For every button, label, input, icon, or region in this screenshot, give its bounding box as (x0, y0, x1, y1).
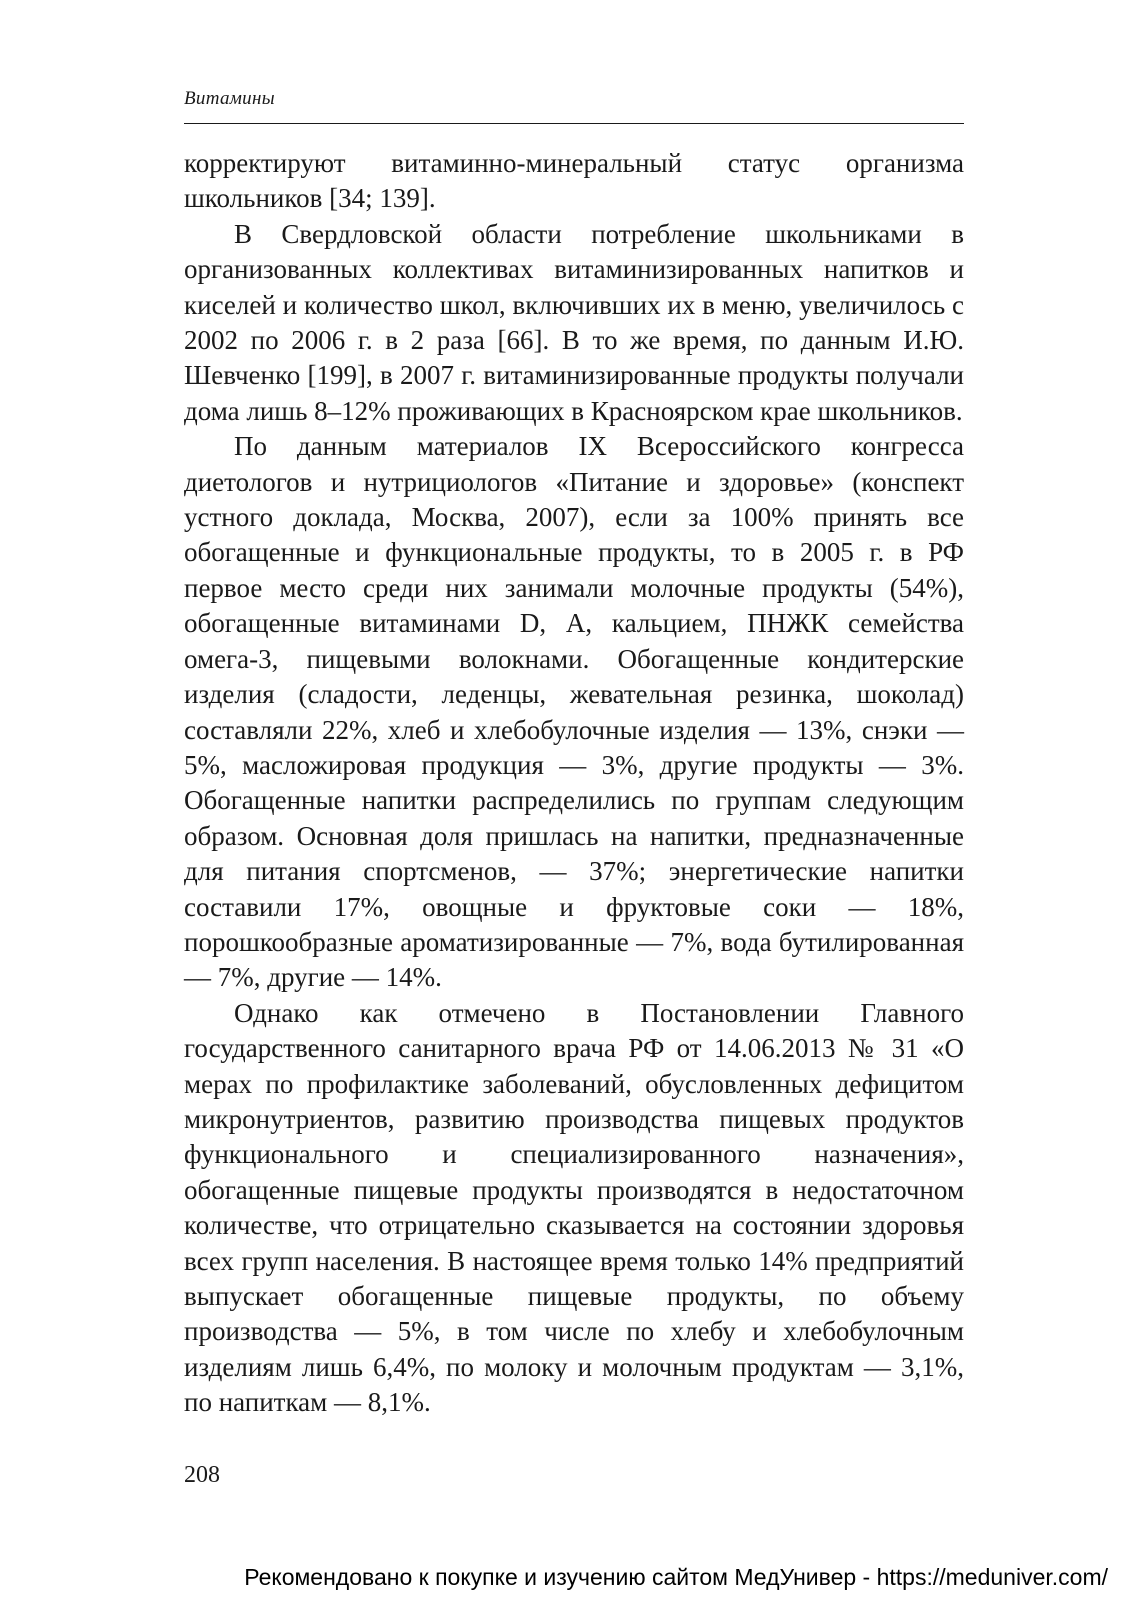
page-body (184, 146, 964, 1421)
paragraph-sverdlovsk: В Свердловской области потребление школьниками в организованных коллективах витаминизированных напитков и киселей и количество школ, включивших их в меню, увеличилось с 2002 по 2006 г. в 2 раза [66]. В то же время, по данным И.Ю. Шевченко [199], в 2007 г. витаминизированные продукты получали дома лишь 8–12% проживающих в Красноярском крае школьников. (184, 218, 964, 426)
paragraph-congress-data: По данным материалов IX Всероссийского конгресса диетологов и нутрициологов «Питание и здоровье» (конспект устного доклада, Москва, 2007), если за 100% принять все обогащенные и функциональные продукты, то в 2005 г. в РФ первое место среди них занимали молочные продукты (54%), обогащенные витаминами D, А, кальцием, ПНЖК семейства омега-3, пищевыми волокнами. Обогащенные кондитерские изделия (сладости, леденцы, жевательная резинка, шоколад) составляли 22%, хлеб и хлебобулочные изделия — 13%, снэки — 5%, масложировая продукция — 3%, другие продукты — 3%. Обогащенные напитки распределились по группам следующим образом. Основная доля пришлась на напитки, предназначенные для питания спортсменов, — 37%; энергетические напитки составили 17%, овощные и фруктовые соки — 18%, порошкообразные ароматизированные — 7%, вода бутилированная — 7%, другие — 14%. (184, 431, 964, 993)
page-number: 208 (184, 1462, 220, 1488)
paragraph-continuation: корректируют витаминно-минеральный статус организма школьников [34; 139]. (184, 148, 964, 214)
header-rule (184, 123, 964, 124)
running-head-title: Витамины (184, 88, 275, 109)
footer-banner: Рекомендовано к покупке и изучению сайтом МедУнивер - https://meduniver.com/ (244, 1564, 1108, 1590)
paragraph-resolution: Однако как отмечено в Постановлении Главного государственного санитарного врача РФ от 14.06.2013 № 31 «О мерах по профилактике заболеваний, обусловленных дефицитом микронутриентов, развитию производства пищевых продуктов функционального и специализированного назначения», обогащенные пищевые продукты производятся в недостаточном количестве, что отрицательно сказывается на состоянии здоровья всех групп населения. В настоящее время только 14% предприятий выпускает обогащенные пищевые продукты, по объему производства — 5%, в том числе по хлебу и хлебобулочным изделиям лишь 6,4%, по молоку и молочным продуктам — 3,1%, по напиткам — 8,1%. (184, 997, 964, 1418)
